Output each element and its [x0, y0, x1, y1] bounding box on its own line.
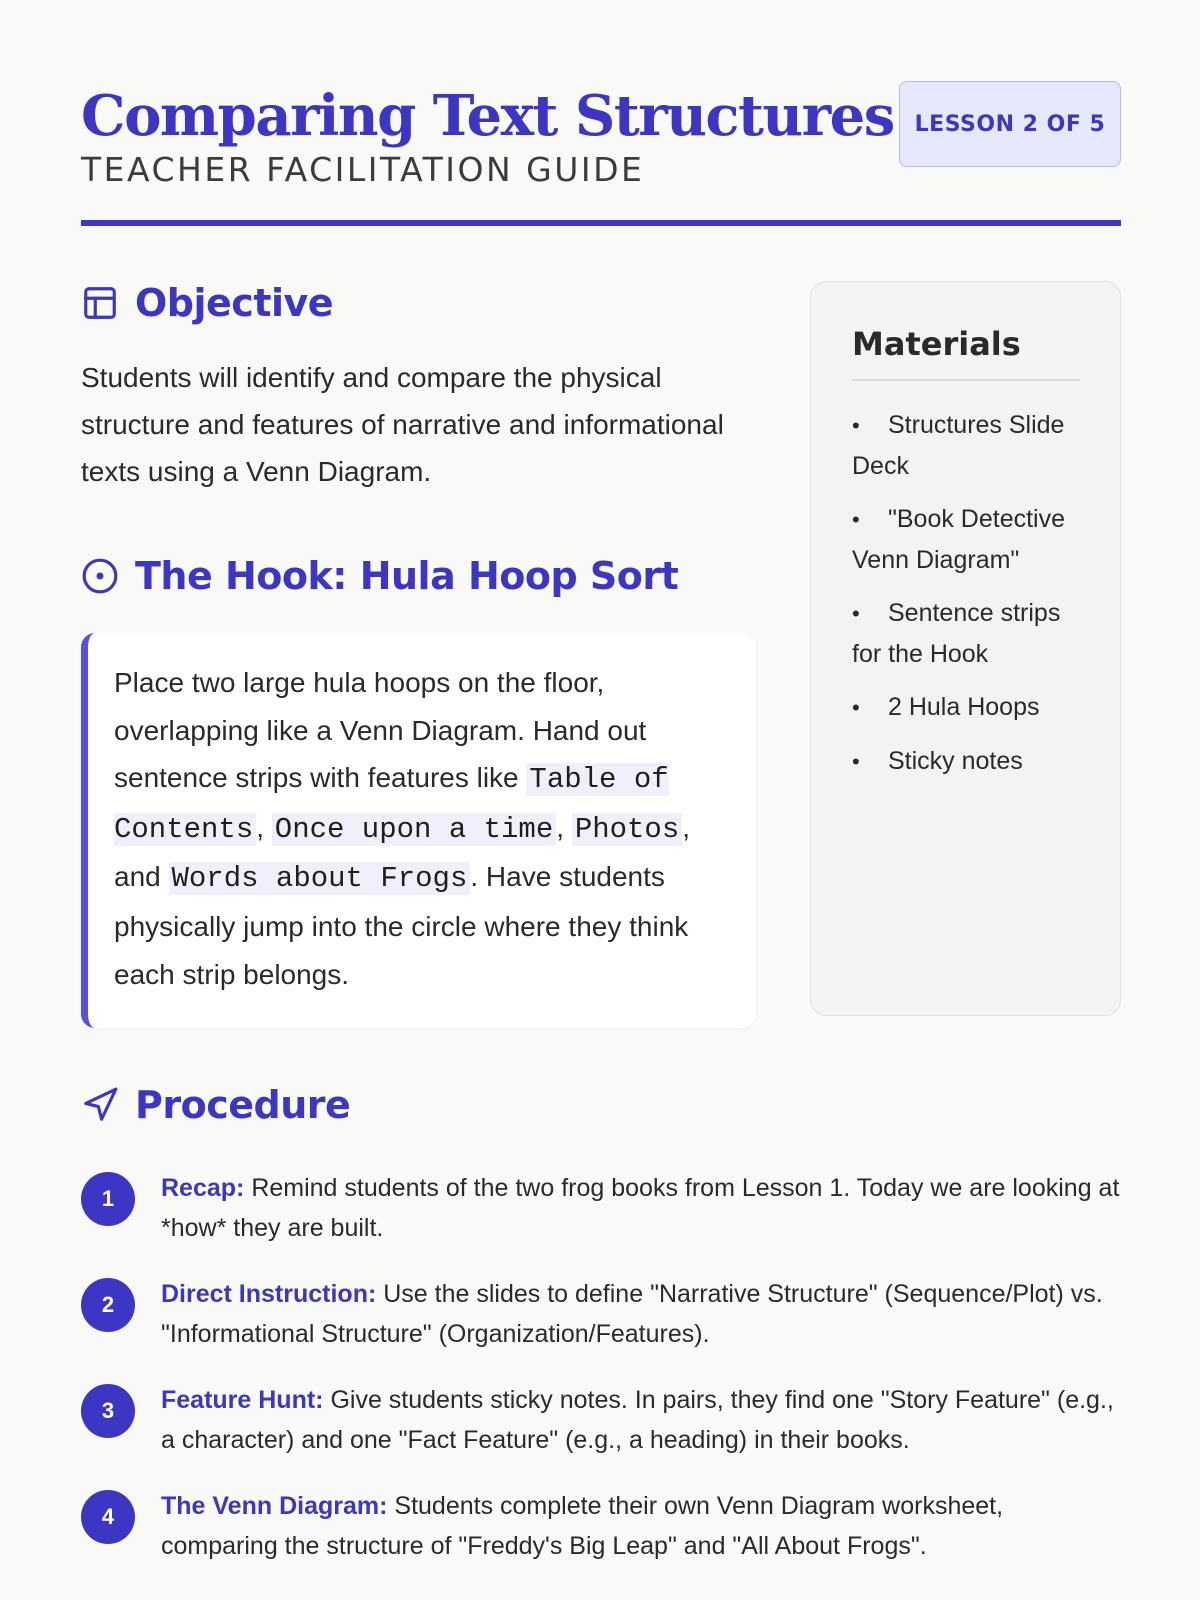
lesson-badge: LESSON 2 OF 5 — [899, 81, 1121, 167]
materials-item: • Sentence strips for the Hook — [852, 593, 1080, 674]
bullet-icon: • — [852, 695, 860, 720]
target-icon — [81, 557, 119, 595]
objective-text: Students will identify and compare the physical structure and features of narrative and informational texts using a Venn Diagram. — [81, 362, 724, 487]
hook-text-outro: . Have students physically jump into the circle where they think each strip belongs. — [114, 861, 689, 990]
step-label: Direct Instruction: — [161, 1280, 377, 1308]
materials-item: • "Book Detective Venn Diagram" — [852, 499, 1080, 580]
step-number-badge: 4 — [81, 1490, 135, 1544]
step-text: Give students sticky notes. In pairs, they find one "Story Feature" (e.g., a character) and one "Fact Feature" (e.g., a heading) in their books. — [161, 1386, 1114, 1454]
hook-heading — [81, 551, 756, 601]
step-label: Recap: — [161, 1174, 245, 1202]
procedure-section — [81, 1080, 1121, 1592]
hook-title: The Hook: Hula Hoop Sort — [135, 554, 679, 598]
bullet-icon: • — [852, 601, 860, 626]
materials-item: • Structures Slide Deck — [852, 405, 1080, 486]
bullet-icon: • — [852, 749, 860, 774]
procedure-step — [81, 1168, 1121, 1248]
procedure-title: Procedure — [135, 1083, 351, 1127]
navigation-arrow-icon — [81, 1086, 119, 1124]
lesson-guide-page — [81, 78, 1121, 1560]
objective-title: Objective — [135, 281, 334, 325]
bullet-icon: • — [852, 507, 860, 532]
main-column — [81, 278, 756, 1028]
procedure-heading — [81, 1080, 1121, 1130]
page-title: Comparing Text Structures — [81, 83, 894, 149]
step-text: Use the slides to define "Narrative Structure" (Sequence/Plot) vs. "Informational Structure" (Organization/Features). — [161, 1280, 1103, 1348]
step-label: The Venn Diagram: — [161, 1492, 388, 1520]
step-text: Remind students of the two frog books from Lesson 1. Today we are looking at *how* they are built. — [161, 1174, 1120, 1242]
page-header — [81, 78, 1121, 224]
procedure-step — [81, 1380, 1121, 1460]
feature-code-photos: Photos — [572, 813, 682, 846]
hook-callout — [81, 633, 756, 1028]
step-number-badge: 3 — [81, 1384, 135, 1438]
step-number-badge: 1 — [81, 1172, 135, 1226]
materials-title: Materials — [852, 324, 1080, 381]
step-number-badge: 2 — [81, 1278, 135, 1332]
procedure-step — [81, 1274, 1121, 1354]
feature-code-table-of-contents: Table of Contents — [114, 763, 669, 846]
header-divider — [81, 220, 1121, 226]
objective-heading — [81, 278, 756, 328]
materials-item: • Sticky notes — [852, 741, 1080, 782]
hook-separator: , — [256, 811, 272, 843]
materials-card — [810, 281, 1121, 1016]
procedure-steps — [81, 1168, 1121, 1566]
materials-item: • 2 Hula Hoops — [852, 687, 1080, 728]
feature-code-words-about-frogs: Words about Frogs — [169, 862, 471, 895]
hook-text-intro: Place two large hula hoops on the floor, overlapping like a Venn Diagram. Hand out sentence strips with features like — [114, 667, 647, 794]
hook-separator: , — [556, 811, 572, 843]
step-label: Feature Hunt: — [161, 1386, 324, 1414]
step-text: Students complete their own Venn Diagram worksheet, comparing the structure of "Freddy's Big Leap" and "All About Frogs". — [161, 1492, 1004, 1560]
page-subtitle: TEACHER FACILITATION GUIDE — [81, 150, 645, 189]
feature-code-once-upon-a-time: Once upon a time — [272, 813, 556, 846]
layout-icon — [81, 284, 119, 322]
procedure-step — [81, 1486, 1121, 1566]
hook-separator: , and — [114, 811, 691, 893]
bullet-icon: • — [852, 413, 860, 438]
materials-list — [852, 405, 1080, 782]
